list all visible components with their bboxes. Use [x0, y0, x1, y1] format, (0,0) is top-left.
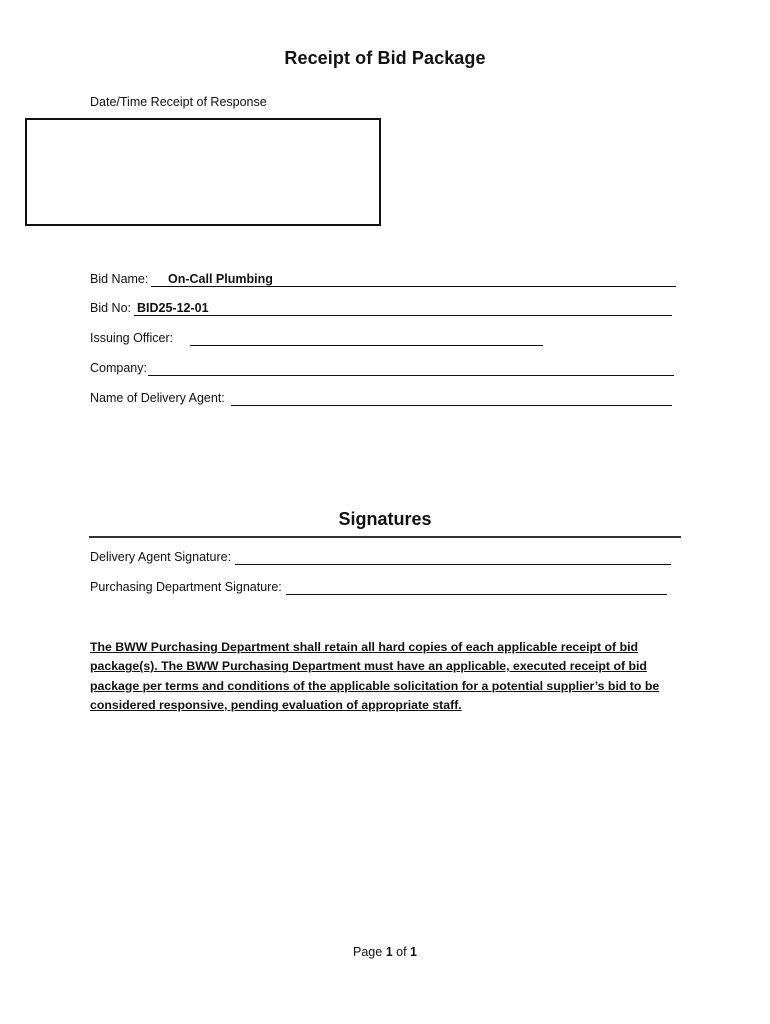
delivery-agent-row [90, 391, 680, 409]
purchasing-signature-label: Purchasing Department Signature: [90, 580, 282, 594]
total-pages-number: 1 [410, 945, 417, 959]
bid-name-label: Bid Name: [90, 272, 149, 286]
purchasing-signature-row [90, 580, 680, 598]
bid-no-label: Bid No: [90, 301, 131, 315]
receipt-stamp-box [25, 118, 381, 226]
current-page-number: 1 [385, 945, 393, 959]
bid-name-value[interactable]: On-Call Plumbing [168, 272, 273, 286]
of-word: of [396, 945, 407, 959]
bid-no-value[interactable]: BID25-12-01 [137, 301, 209, 315]
issuing-officer-row [90, 331, 680, 349]
bid-name-line [151, 286, 676, 287]
issuing-officer-label: Issuing Officer: [90, 331, 174, 345]
signatures-heading: Signatures [338, 509, 432, 529]
company-line [148, 375, 674, 376]
bid-name-row [90, 272, 680, 290]
page-footer [0, 945, 770, 959]
receipt-datetime-label: Date/Time Receipt of Response [90, 95, 267, 109]
purchasing-signature-line [286, 594, 667, 595]
signatures-divider [89, 536, 681, 538]
delivery-agent-signature-line [235, 564, 671, 565]
page-word: Page [353, 945, 383, 959]
company-label: Company: [90, 361, 147, 375]
bid-no-line [134, 315, 672, 316]
issuing-officer-line [190, 345, 543, 346]
delivery-agent-signature-row [90, 550, 680, 568]
company-row [90, 361, 680, 379]
document-title: Receipt of Bid Package [284, 48, 486, 68]
delivery-agent-line [231, 405, 672, 406]
delivery-agent-label: Name of Delivery Agent: [90, 391, 225, 405]
retention-notice: The BWW Purchasing Department shall retain all hard copies of each applicable receipt of bid package(s). The BWW Purchasing Department must have an applicable, executed receipt of bid package per terms and conditions of the applicable solicitation for a potential supplier’s bid to be considered responsive, pending evaluation of appropriate staff. [90, 640, 660, 712]
delivery-agent-signature-label: Delivery Agent Signature: [90, 550, 232, 564]
bid-no-row [90, 301, 680, 319]
